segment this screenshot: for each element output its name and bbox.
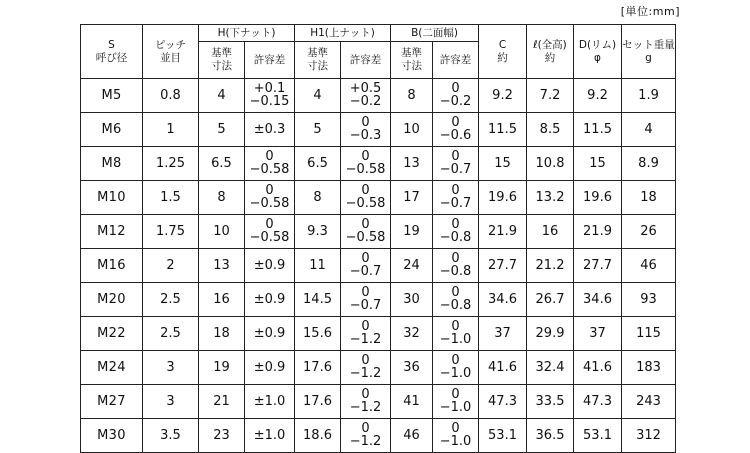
cell-b-tolerance-line: −0.6 — [439, 128, 472, 143]
cell-h1-tolerance — [341, 351, 391, 385]
cell-weight: 1.9 — [622, 79, 676, 113]
cell-size: M24 — [81, 351, 143, 385]
cell-pitch: 2 — [143, 249, 199, 283]
cell-c: 41.6 — [479, 351, 527, 385]
cell-h1-tolerance-line: −0.7 — [349, 264, 382, 279]
cell-h1-basic: 11 — [295, 249, 341, 283]
cell-h-tolerance — [245, 181, 295, 215]
cell-weight: 93 — [622, 283, 676, 317]
cell-size: M27 — [81, 385, 143, 419]
cell-h-tolerance-line: ±1.0 — [253, 427, 286, 443]
cell-h-tolerance — [245, 351, 295, 385]
cell-pitch: 3 — [143, 385, 199, 419]
table-row — [81, 249, 676, 283]
cell-h-tolerance-line: −0.15 — [249, 94, 290, 109]
cell-pitch: 0.8 — [143, 79, 199, 113]
cell-h1-tolerance — [341, 147, 391, 181]
cell-b-tolerance-line: −0.8 — [439, 298, 472, 313]
table-body — [81, 79, 676, 453]
cell-weight: 312 — [622, 419, 676, 453]
cell-size: M16 — [81, 249, 143, 283]
cell-weight: 26 — [622, 215, 676, 249]
cell-h1-tolerance-line: 0 — [361, 183, 370, 198]
cell-b-tolerance-line: 0 — [451, 353, 460, 368]
cell-b-tolerance-line: −0.8 — [439, 230, 472, 245]
cell-b-tolerance — [433, 249, 479, 283]
table-row — [81, 385, 676, 419]
cell-l: 13.2 — [527, 181, 574, 215]
cell-l: 8.5 — [527, 113, 574, 147]
header-h-tolerance: 許容差 — [245, 42, 295, 79]
cell-h1-tolerance-line: 0 — [361, 149, 370, 164]
cell-b-tolerance-line: −1.0 — [439, 434, 472, 449]
cell-h1-tolerance — [341, 419, 391, 453]
cell-h-tolerance — [245, 419, 295, 453]
header-h1-tolerance: 許容差 — [341, 42, 391, 79]
cell-weight: 4 — [622, 113, 676, 147]
cell-b-basic: 17 — [391, 181, 433, 215]
cell-b-tolerance — [433, 215, 479, 249]
cell-b-tolerance-line: 0 — [451, 421, 460, 436]
cell-b-tolerance-line: 0 — [451, 217, 460, 232]
cell-h-tolerance-line: −0.58 — [249, 196, 290, 211]
cell-h-tolerance-line: 0 — [265, 217, 274, 232]
cell-weight: 8.9 — [622, 147, 676, 181]
header-d: D(リム) φ — [574, 25, 622, 79]
table-row — [81, 113, 676, 147]
cell-weight: 46 — [622, 249, 676, 283]
cell-h-basic: 10 — [199, 215, 245, 249]
cell-h-basic: 16 — [199, 283, 245, 317]
cell-size: M22 — [81, 317, 143, 351]
cell-h1-basic: 18.6 — [295, 419, 341, 453]
header-weight: セット重量 g — [622, 25, 676, 79]
cell-h1-tolerance-line: −0.58 — [345, 196, 386, 211]
cell-h1-tolerance-line: −0.58 — [345, 230, 386, 245]
cell-h1-basic: 6.5 — [295, 147, 341, 181]
cell-h1-tolerance-line: −1.2 — [349, 366, 382, 381]
header-h-basic: 基準 寸法 — [199, 42, 245, 79]
table-row — [81, 147, 676, 181]
cell-c: 9.2 — [479, 79, 527, 113]
cell-h-tolerance-line: ±1.0 — [253, 393, 286, 409]
cell-h1-tolerance-line: −1.2 — [349, 332, 382, 347]
cell-h-basic: 6.5 — [199, 147, 245, 181]
cell-size: M12 — [81, 215, 143, 249]
header-h1-group: H1(上ナット) — [295, 25, 391, 42]
cell-d: 34.6 — [574, 283, 622, 317]
cell-l: 36.5 — [527, 419, 574, 453]
cell-h1-basic: 8 — [295, 181, 341, 215]
cell-c: 15 — [479, 147, 527, 181]
cell-l: 21.2 — [527, 249, 574, 283]
cell-h1-basic: 17.6 — [295, 351, 341, 385]
cell-b-tolerance — [433, 113, 479, 147]
cell-b-tolerance — [433, 181, 479, 215]
cell-b-basic: 41 — [391, 385, 433, 419]
cell-d: 15 — [574, 147, 622, 181]
cell-b-tolerance-line: −0.2 — [439, 94, 472, 109]
cell-h1-tolerance-line: −1.2 — [349, 434, 382, 449]
cell-l: 16 — [527, 215, 574, 249]
cell-b-tolerance — [433, 79, 479, 113]
cell-l: 33.5 — [527, 385, 574, 419]
cell-c: 21.9 — [479, 215, 527, 249]
spec-table — [80, 24, 676, 453]
cell-h1-tolerance — [341, 113, 391, 147]
cell-b-tolerance — [433, 351, 479, 385]
table-row — [81, 419, 676, 453]
cell-h1-tolerance-line: +0.5 — [349, 81, 382, 96]
cell-h1-basic: 15.6 — [295, 317, 341, 351]
cell-h-basic: 18 — [199, 317, 245, 351]
cell-h1-tolerance-line: 0 — [361, 115, 370, 130]
cell-size: M20 — [81, 283, 143, 317]
cell-b-basic: 13 — [391, 147, 433, 181]
cell-b-tolerance-line: −1.0 — [439, 332, 472, 347]
cell-l: 32.4 — [527, 351, 574, 385]
header-b-tolerance: 許容差 — [433, 42, 479, 79]
cell-h-tolerance — [245, 317, 295, 351]
header-h-group: H(下ナット) — [199, 25, 295, 42]
cell-h-tolerance-line: +0.1 — [253, 81, 286, 96]
header-b-basic: 基準 寸法 — [391, 42, 433, 79]
cell-d: 9.2 — [574, 79, 622, 113]
cell-h1-tolerance-line: 0 — [361, 421, 370, 436]
cell-b-tolerance — [433, 317, 479, 351]
cell-b-tolerance-line: 0 — [451, 115, 460, 130]
cell-h1-tolerance-line: −0.7 — [349, 298, 382, 313]
cell-pitch: 2.5 — [143, 317, 199, 351]
cell-h1-tolerance — [341, 283, 391, 317]
cell-b-tolerance-line: 0 — [451, 387, 460, 402]
header-pitch: ピッチ 並目 — [143, 25, 199, 79]
cell-l: 7.2 — [527, 79, 574, 113]
cell-d: 37 — [574, 317, 622, 351]
cell-b-tolerance — [433, 283, 479, 317]
table-header — [81, 25, 676, 79]
cell-h-basic: 4 — [199, 79, 245, 113]
cell-h1-tolerance-line: 0 — [361, 251, 370, 266]
cell-h1-tolerance — [341, 79, 391, 113]
cell-h-tolerance — [245, 147, 295, 181]
cell-b-basic: 30 — [391, 283, 433, 317]
cell-h1-tolerance-line: 0 — [361, 353, 370, 368]
cell-h-basic: 5 — [199, 113, 245, 147]
cell-c: 53.1 — [479, 419, 527, 453]
cell-d: 11.5 — [574, 113, 622, 147]
header-size: S 呼び径 — [81, 25, 143, 79]
cell-pitch: 3 — [143, 351, 199, 385]
cell-h1-tolerance-line: −0.3 — [349, 128, 382, 143]
cell-h-tolerance-line: 0 — [265, 149, 274, 164]
cell-h1-basic: 14.5 — [295, 283, 341, 317]
cell-size: M6 — [81, 113, 143, 147]
cell-h1-basic: 9.3 — [295, 215, 341, 249]
cell-size: M30 — [81, 419, 143, 453]
cell-h-basic: 8 — [199, 181, 245, 215]
cell-weight: 243 — [622, 385, 676, 419]
cell-l: 10.8 — [527, 147, 574, 181]
cell-h-tolerance-line: ±0.9 — [253, 325, 286, 341]
cell-b-basic: 10 — [391, 113, 433, 147]
cell-h1-tolerance — [341, 181, 391, 215]
table-row — [81, 351, 676, 385]
cell-b-tolerance-line: −1.0 — [439, 366, 472, 381]
cell-c: 34.6 — [479, 283, 527, 317]
header-l: ℓ(全高) 約 — [527, 25, 574, 79]
cell-weight: 183 — [622, 351, 676, 385]
cell-pitch: 1.25 — [143, 147, 199, 181]
cell-b-basic: 24 — [391, 249, 433, 283]
cell-pitch: 2.5 — [143, 283, 199, 317]
cell-b-tolerance — [433, 385, 479, 419]
header-c: C 約 — [479, 25, 527, 79]
cell-b-tolerance-line: 0 — [451, 319, 460, 334]
cell-size: M8 — [81, 147, 143, 181]
cell-h-basic: 23 — [199, 419, 245, 453]
cell-h-tolerance-line: −0.58 — [249, 162, 290, 177]
cell-h1-tolerance — [341, 249, 391, 283]
cell-b-tolerance-line: 0 — [451, 81, 460, 96]
cell-pitch: 1.75 — [143, 215, 199, 249]
cell-h1-basic: 5 — [295, 113, 341, 147]
table-row — [81, 283, 676, 317]
cell-h-tolerance — [245, 113, 295, 147]
cell-h1-basic: 17.6 — [295, 385, 341, 419]
cell-h-tolerance-line: ±0.9 — [253, 257, 286, 273]
cell-h1-tolerance — [341, 385, 391, 419]
cell-d: 41.6 — [574, 351, 622, 385]
cell-h-tolerance-line: ±0.9 — [253, 359, 286, 375]
cell-d: 27.7 — [574, 249, 622, 283]
cell-b-tolerance-line: −0.7 — [439, 162, 472, 177]
cell-b-basic: 32 — [391, 317, 433, 351]
cell-h-tolerance — [245, 283, 295, 317]
cell-h1-tolerance — [341, 317, 391, 351]
cell-b-tolerance-line: 0 — [451, 149, 460, 164]
cell-h-tolerance-line: ±0.3 — [253, 121, 286, 137]
cell-b-tolerance-line: −1.0 — [439, 400, 472, 415]
cell-size: M10 — [81, 181, 143, 215]
cell-b-basic: 46 — [391, 419, 433, 453]
cell-h-tolerance-line: 0 — [265, 183, 274, 198]
cell-d: 47.3 — [574, 385, 622, 419]
cell-c: 27.7 — [479, 249, 527, 283]
cell-d: 19.6 — [574, 181, 622, 215]
table-row — [81, 317, 676, 351]
cell-c: 47.3 — [479, 385, 527, 419]
cell-pitch: 1 — [143, 113, 199, 147]
cell-b-tolerance — [433, 147, 479, 181]
cell-h1-tolerance-line: 0 — [361, 285, 370, 300]
cell-b-basic: 36 — [391, 351, 433, 385]
cell-h1-tolerance-line: 0 — [361, 217, 370, 232]
header-h1-basic: 基準 寸法 — [295, 42, 341, 79]
table-row — [81, 79, 676, 113]
cell-weight: 115 — [622, 317, 676, 351]
cell-h-tolerance-line: ±0.9 — [253, 291, 286, 307]
cell-h-tolerance — [245, 385, 295, 419]
cell-b-tolerance-line: −0.7 — [439, 196, 472, 211]
cell-h1-tolerance-line: 0 — [361, 319, 370, 334]
cell-d: 21.9 — [574, 215, 622, 249]
cell-l: 29.9 — [527, 317, 574, 351]
cell-b-tolerance-line: 0 — [451, 285, 460, 300]
cell-h1-tolerance-line: −0.2 — [349, 94, 382, 109]
cell-h1-tolerance-line: −0.58 — [345, 162, 386, 177]
table-row — [81, 215, 676, 249]
cell-h-tolerance — [245, 79, 295, 113]
cell-b-tolerance-line: −0.8 — [439, 264, 472, 279]
cell-pitch: 1.5 — [143, 181, 199, 215]
cell-b-tolerance-line: 0 — [451, 183, 460, 198]
cell-size: M5 — [81, 79, 143, 113]
cell-h1-tolerance — [341, 215, 391, 249]
cell-h-tolerance — [245, 215, 295, 249]
cell-h1-tolerance-line: 0 — [361, 387, 370, 402]
table-row — [81, 181, 676, 215]
cell-h-basic: 21 — [199, 385, 245, 419]
cell-h-tolerance-line: −0.58 — [249, 230, 290, 245]
cell-d: 53.1 — [574, 419, 622, 453]
header-b-group: B(二面幅) — [391, 25, 479, 42]
cell-l: 26.7 — [527, 283, 574, 317]
cell-h1-tolerance-line: −1.2 — [349, 400, 382, 415]
cell-weight: 18 — [622, 181, 676, 215]
cell-b-basic: 8 — [391, 79, 433, 113]
cell-b-basic: 19 — [391, 215, 433, 249]
cell-h-tolerance — [245, 249, 295, 283]
cell-h-basic: 13 — [199, 249, 245, 283]
cell-c: 11.5 — [479, 113, 527, 147]
cell-c: 19.6 — [479, 181, 527, 215]
cell-c: 37 — [479, 317, 527, 351]
cell-b-tolerance — [433, 419, 479, 453]
cell-b-tolerance-line: 0 — [451, 251, 460, 266]
cell-h-basic: 19 — [199, 351, 245, 385]
cell-pitch: 3.5 — [143, 419, 199, 453]
unit-label: [単位:mm] — [620, 5, 680, 18]
cell-h1-basic: 4 — [295, 79, 341, 113]
